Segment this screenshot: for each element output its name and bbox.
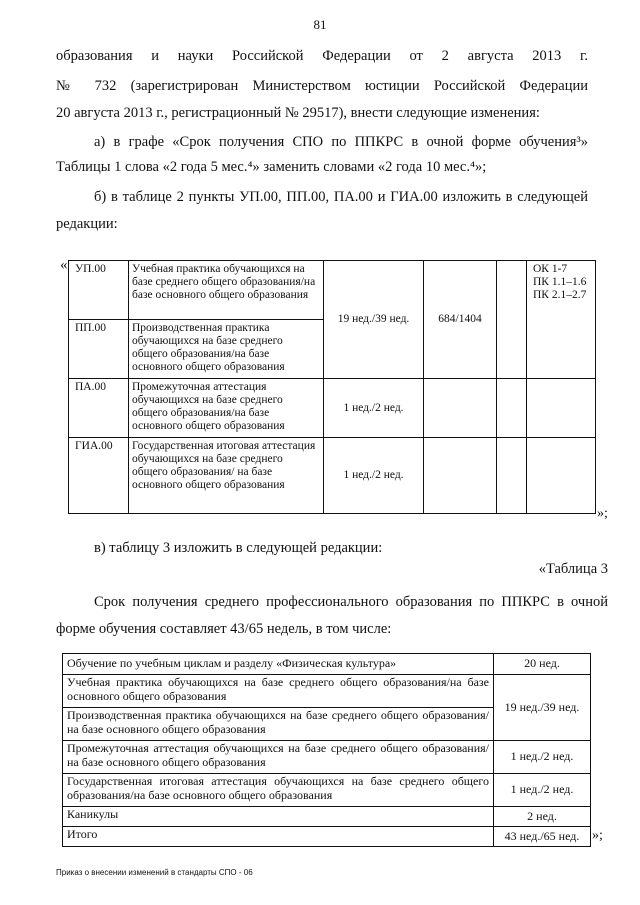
code-cell: ГИА.00 [69,438,129,514]
summary-line-2: форме обучения составляет 43/65 недель, в том числе: [56,621,392,637]
page-number: 81 [313,17,327,32]
item-c-line-1: в) таблицу 3 изложить в следующей редакции: [94,540,383,556]
competency: ПК 1.1–1.6 [533,276,587,288]
table-row [63,675,591,708]
item-b-line-2: редакции: [56,216,118,232]
desc-cell: Промежуточная аттестация обучающихся на базе среднего общего образования/на базе основного общего образования [63,741,494,774]
close-quote: »; [597,506,608,521]
desc-cell: Итого [63,827,494,847]
table-row [63,774,591,807]
desc-cell: Каникулы [63,807,494,827]
desc-cell: Обучение по учебным циклам и разделу «Физическая культура» [63,654,494,675]
item-b-line-1: б) в таблице 2 пункты УП.00, ПП.00, ПА.00 и ГИА.00 изложить в следующей [94,189,588,205]
value-cell: 43 нед./65 нед. [494,827,591,847]
table-3-label: «Таблица 3 [538,561,608,577]
table-3 [62,653,591,847]
table-row [69,261,596,320]
empty-cell [527,438,596,514]
table-row [63,807,591,827]
competency: ОК 1-7 [533,263,568,275]
empty-cell [497,379,527,438]
empty-cell [527,379,596,438]
code-cell: УП.00 [69,261,129,320]
hours-cell: 684/1404 [424,261,497,379]
empty-cell [497,261,527,379]
table-row [63,827,591,847]
value-cell: 20 нед. [494,654,591,675]
summary-line-1: Срок получения среднего профессионального образования по ППКРС в очной [94,594,608,610]
competency: ПК 2.1–2.7 [533,289,587,301]
close-quote: »; [592,828,603,843]
table-2 [68,260,596,514]
code-cell: ПП.00 [69,320,129,379]
value-cell: 2 нед. [494,807,591,827]
desc-cell: Промежуточная аттестация обучающихся на базе среднего общего образования/на базе основного общего образования [129,379,324,438]
desc-cell: Производственная практика обучающихся на базе среднего общего образования/на базе основного общего образования [63,708,494,741]
table-row [63,654,591,675]
empty-cell [424,379,497,438]
weeks-cell: 1 нед./2 нед. [324,438,424,514]
item-a-line-2: Таблицы 1 слова «2 года 5 мес.⁴» заменить словами «2 года 10 мес.⁴»; [56,159,487,175]
empty-cell [424,438,497,514]
desc-cell: Учебная практика обучающихся на базе среднего общего образования/на базе основного общего образования [129,261,324,320]
weeks-cell: 1 нед./2 нед. [324,379,424,438]
competencies-cell [527,261,596,379]
desc-cell: Государственная итоговая аттестация обучающихся на базе среднего общего образования/на базе основного общего образования [63,774,494,807]
intro-line-3: 20 августа 2013 г., регистрационный № 29517), внести следующие изменения: [56,105,540,121]
table-row [63,741,591,774]
open-quote: « [60,257,68,273]
empty-cell [497,438,527,514]
desc-cell: Учебная практика обучающихся на базе среднего общего образования/на базе основного общего образования [63,675,494,708]
weeks-cell: 19 нед./39 нед. [324,261,424,379]
value-cell: 1 нед./2 нед. [494,741,591,774]
intro-line-1: образования и науки Российской Федерации от 2 августа 2013 г. [56,48,588,64]
code-cell: ПА.00 [69,379,129,438]
desc-cell: Государственная итоговая аттестация обучающихся на базе среднего общего образования/ на базе основного общего образования [129,438,324,514]
item-a-line-1: а) в графе «Срок получения СПО по ППКРС в очной форме обучения³» [94,134,588,150]
value-cell: 1 нед./2 нед. [494,774,591,807]
table-row [69,438,596,514]
footer: Приказ о внесении изменений в стандарты СПО - 06 [56,868,253,877]
intro-line-2: № 732 (зарегистрирован Министерством юстиции Российской Федерации [56,78,588,94]
table-row [69,379,596,438]
desc-cell: Производственная практика обучающихся на базе среднего общего образования/на базе основного общего образования [129,320,324,379]
value-cell: 19 нед./39 нед. [494,675,591,741]
